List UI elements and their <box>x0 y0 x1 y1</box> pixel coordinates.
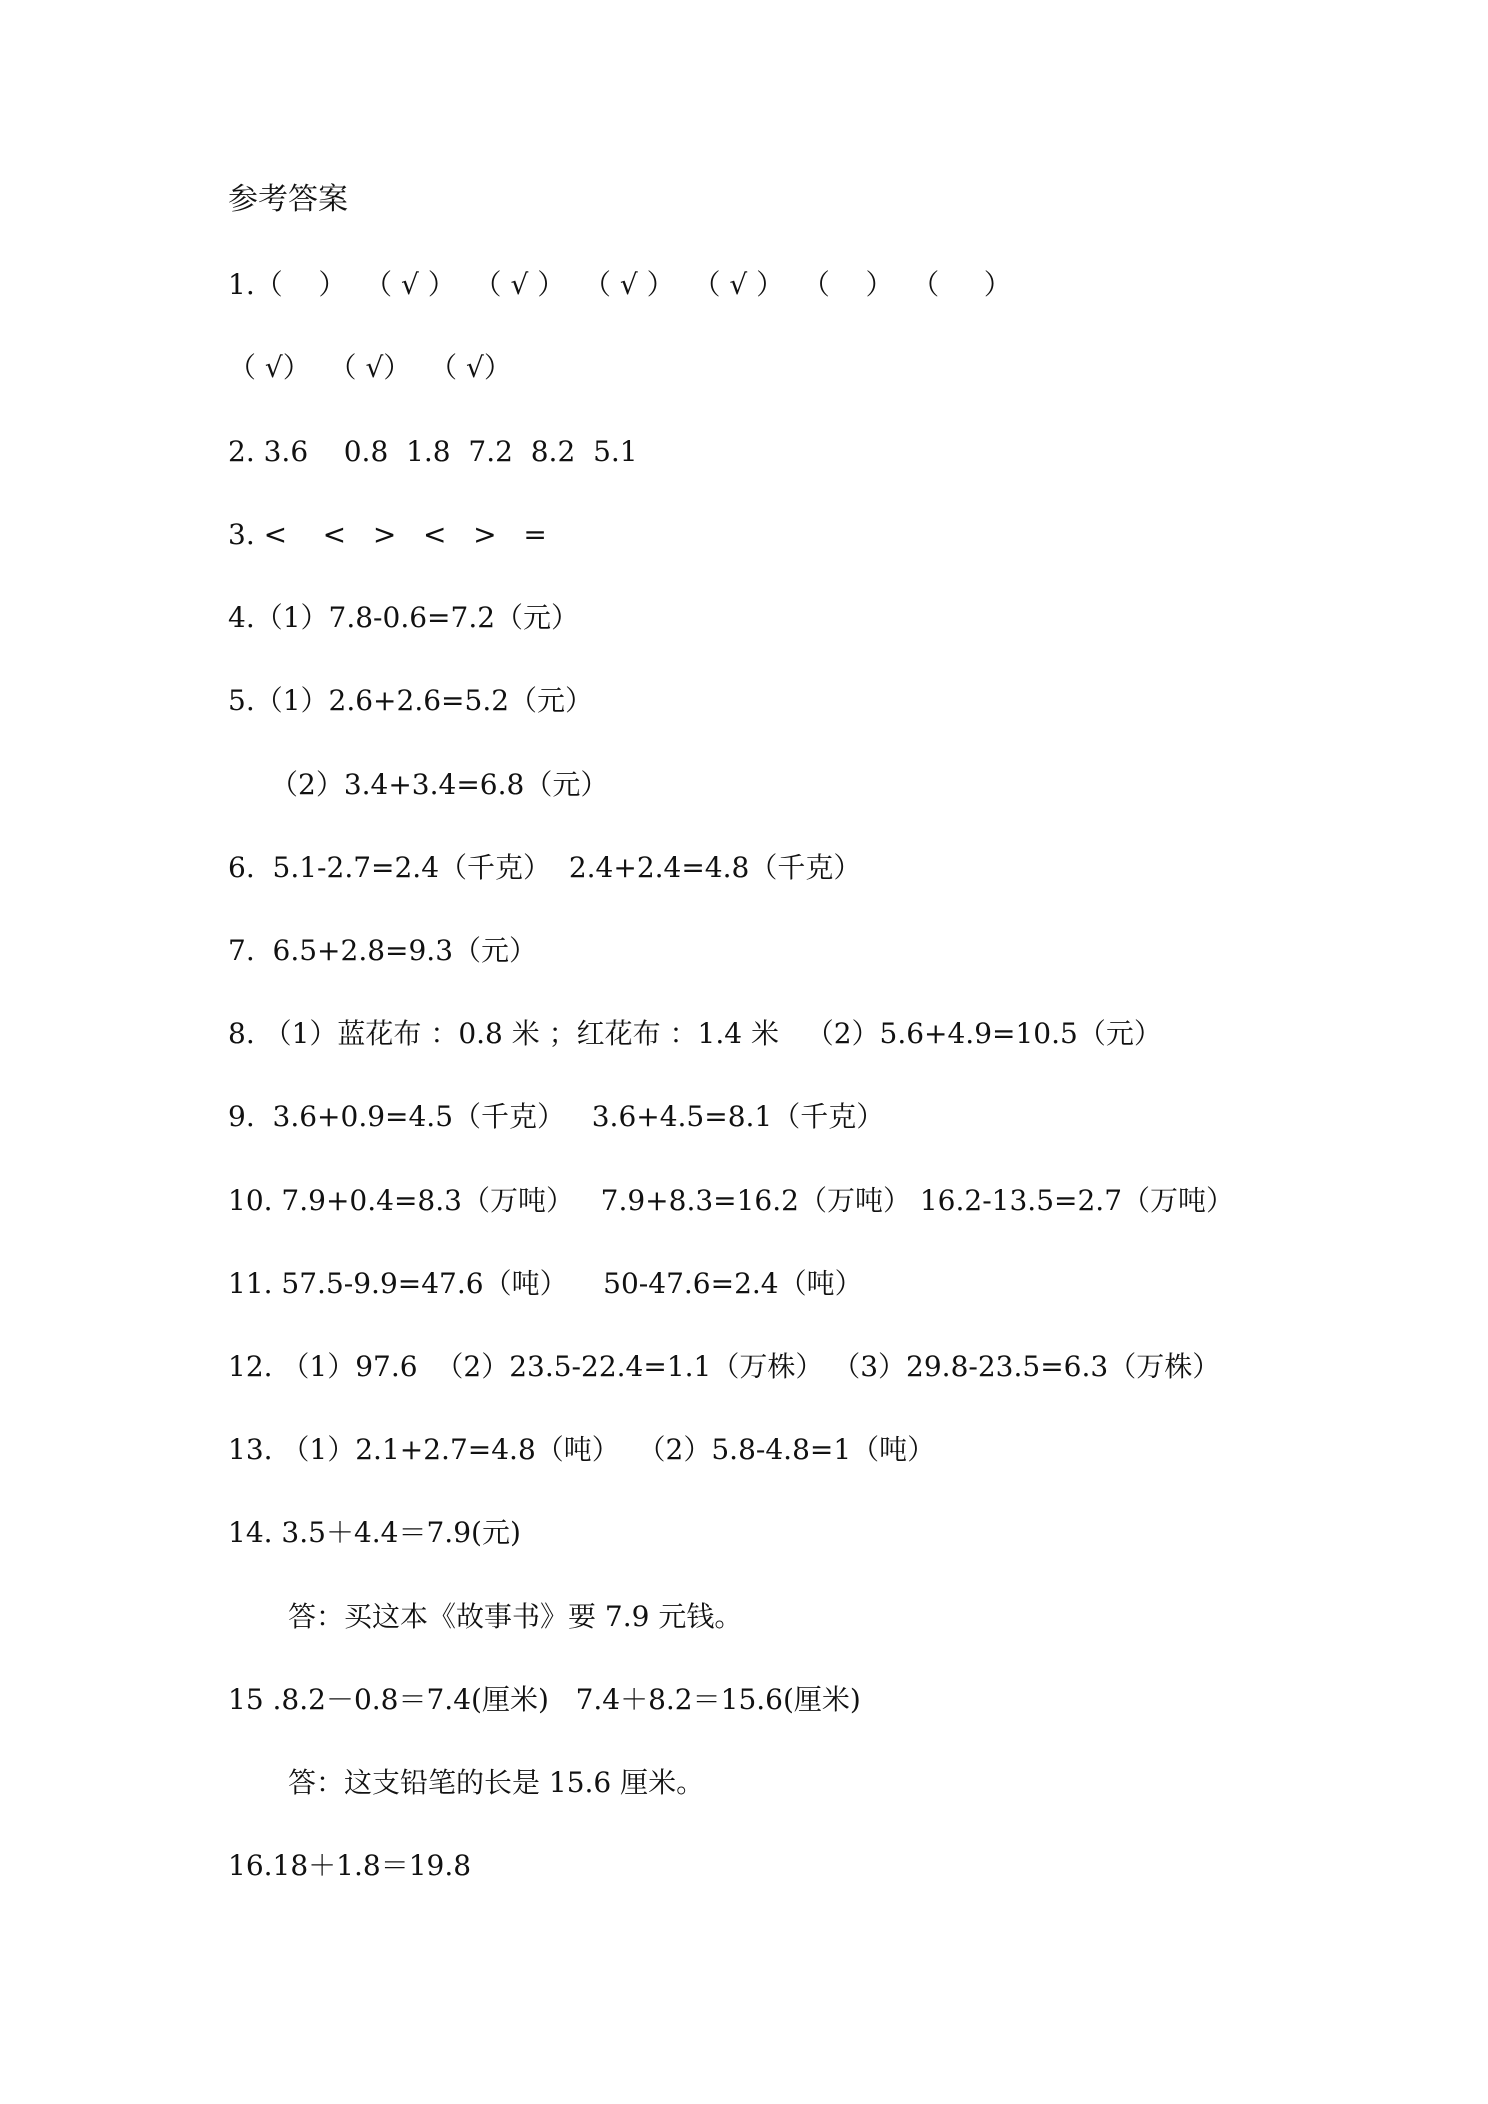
answer-14-line-2: 答：买这本《故事书》要 7.9 元钱。 <box>288 1600 743 1633</box>
page-title: 参考答案 <box>228 182 348 217</box>
answer-11: 11. 57.5-9.9=47.6（吨） 50-47.6=2.4（吨） <box>228 1267 863 1300</box>
answer-2: 2. 3.6 0.8 1.8 7.2 8.2 5.1 <box>228 435 638 468</box>
answer-6: 6. 5.1-2.7=2.4（千克） 2.4+2.4=4.8（千克） <box>228 851 862 884</box>
answer-12: 12. （1）97.6 （2）23.5-22.4=1.1（万株） （3）29.8-23.5=6.3（万株） <box>228 1350 1221 1383</box>
answer-15-line-2: 答：这支铅笔的长是 15.6 厘米。 <box>288 1766 705 1799</box>
answer-1-line-2: （ √） （ √） （ √） <box>228 351 512 384</box>
answer-14-line-1: 14. 3.5＋4.4＝7.9(元) <box>228 1516 521 1549</box>
answer-9: 9. 3.6+0.9=4.5（千克） 3.6+4.5=8.1（千克） <box>228 1100 885 1133</box>
answer-13: 13. （1）2.1+2.7=4.8（吨） （2）5.8-4.8=1（吨） <box>228 1433 936 1466</box>
answer-1-line-1: 1.（ ） （ √ ） （ √ ） （ √ ） （ √ ） （ ） （ ） <box>228 268 1012 301</box>
answer-3: 3. < < > < > = <box>228 518 547 551</box>
answer-5-line-2: （2）3.4+3.4=6.8（元） <box>270 768 609 801</box>
answer-7: 7. 6.5+2.8=9.3（元） <box>228 934 538 967</box>
answer-8: 8. （1）蓝花布 ：0.8 米 ；红花布 ：1.4 米 （2）5.6+4.9=10.5（元） <box>228 1017 1162 1050</box>
answer-10: 10. 7.9+0.4=8.3（万吨） 7.9+8.3=16.2（万吨） 16.2-13.5=2.7（万吨） <box>228 1184 1235 1217</box>
answer-5-line-1: 5.（1）2.6+2.6=5.2（元） <box>228 684 594 717</box>
answer-16: 16.18＋1.8＝19.8 <box>228 1849 472 1882</box>
answer-15-line-1: 15 .8.2－0.8＝7.4(厘米) 7.4＋8.2＝15.6(厘米) <box>228 1683 861 1716</box>
answer-4: 4.（1）7.8-0.6=7.2（元） <box>228 601 580 634</box>
